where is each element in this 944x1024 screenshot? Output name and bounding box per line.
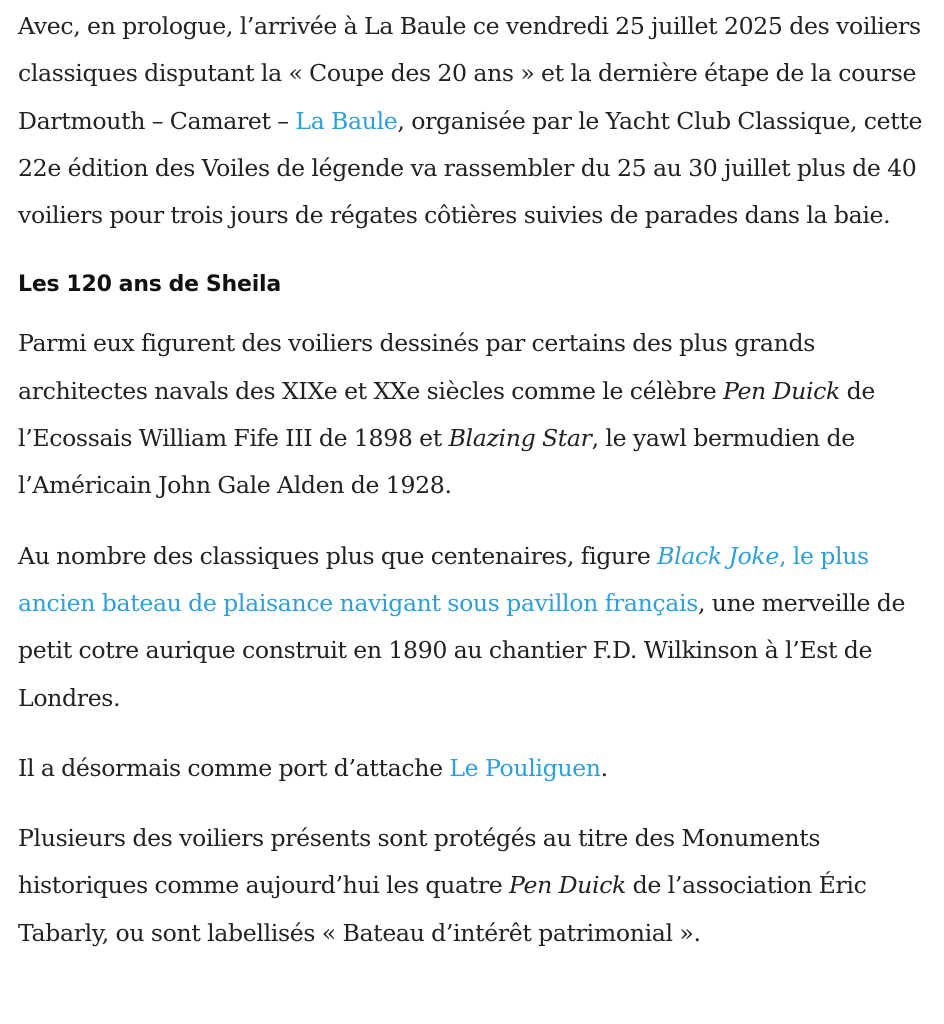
paragraph-monuments: [18, 815, 930, 957]
paragraph-text: , le yawl bermudien de l’Américain John Gale Alden de 1928.: [18, 424, 855, 500]
paragraph-text: .: [600, 753, 608, 782]
section-heading: Les 120 ans de Sheila: [18, 272, 282, 298]
boat-name-pen-duick: Pen Duick: [722, 376, 840, 405]
paragraph-port: [18, 745, 930, 792]
article-body: [18, 3, 930, 980]
paragraph-centenaires: [18, 533, 930, 722]
paragraph-intro: [18, 3, 930, 239]
paragraph-text: de l’association Éric Tabarly, ou sont labellisés « Bateau d’intérêt patrimonial ».: [18, 871, 867, 947]
link-text: , le plus ancien bateau de plaisance navigant sous pavillon français: [18, 541, 869, 617]
paragraph-text: Plusieurs des voiliers présents sont protégés au titre des Monuments historiques comme aujourd’hui les quatre: [18, 824, 821, 900]
link-la-baule[interactable]: La Baule: [295, 106, 398, 135]
paragraph-text: , une merveille de petit cotre aurique construit en 1890 au chantier F.D. Wilkinson à l’Est de Londres.: [18, 588, 906, 712]
paragraph-architects: [18, 320, 930, 509]
paragraph-text: de l’Ecossais William Fife III de 1898 et: [18, 376, 876, 453]
paragraph-text: Au nombre des classiques plus que centenaires, figure: [18, 541, 658, 570]
boat-name-pen-duick: Pen Duick: [509, 871, 627, 900]
paragraph-text: Parmi eux figurent des voiliers dessinés par certains des plus grands architectes navals des XIXe et XXe siècles comme le célèbre: [18, 329, 815, 405]
paragraph-text: Il a désormais comme port d’attache: [18, 753, 450, 782]
paragraph-text: Avec, en prologue, l’arrivée à La Baule ce vendredi 25 juillet 2025 des voiliers classiques disputant la « Coupe des 20 ans » et la dernière étape de la course Dartmouth – Camaret –: [18, 12, 921, 135]
boat-name-black-joke: Black Joke: [657, 541, 779, 570]
link-le-pouliguen[interactable]: Le Pouliguen: [449, 753, 601, 782]
boat-name-blazing-star: Blazing Star: [448, 424, 592, 453]
paragraph-text: , organisée par le Yacht Club Classique, cette 22e édition des Voiles de légende va rassembler du 25 au 30 juillet plus de 40 voiliers pour trois jours de régates côtières suivies de parades dans la baie.: [18, 106, 923, 230]
